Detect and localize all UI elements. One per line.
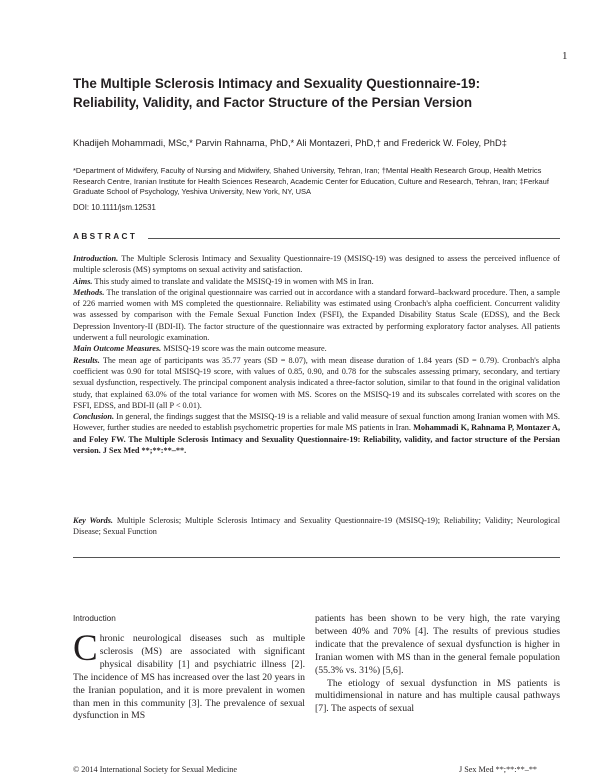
abstract-aims-label: Aims. (73, 276, 93, 286)
affiliations: *Department of Midwifery, Faculty of Nursing and Midwifery, Shahed University, Tehran, Iran; †Mental Health Research Group, Health Metrics Research Centre, Iranian Institute for Health Sciences Research, Academic Center for Education, Culture and Research, Tehran, Iran; ‡Ferkauf Graduate School of Psychology, Yeshiva University, New York, NY, USA (73, 166, 549, 197)
body-left-text: hronic neurological diseases such as multiple sclerosis (MS) are associated with significant physical disability [1] and psychiatric illness [2]. The incidence of MS has increased over the last 20 years in the Iranian population, and it is more prevalent in women than men in this community [3]. The prevalence of sexual dysfunction in MS (73, 633, 305, 722)
keywords (73, 515, 560, 538)
footer-journal: J Sex Med **;**:**–** (459, 765, 538, 774)
abstract-citation: Mohammadi K, Rahnama P, Montazer A, and Foley FW. The Multiple Sclerosis Intimacy and Sexuality Questionnaire-19: Reliability, validity, and factor structure of the Persian version. J Sex Med **;**:**–**. (73, 423, 561, 456)
abstract-methods-text: The translation of the original questionnaire was carried out in accordance with a standard forward–backward procedure. Then, a sample of 226 married women with MS completed the questionnaire. Reliability was estimated using Cronbach's alpha coefficient. Concurrent validity was assessed by comparison with the Female Sexual Function Index (FSFI), the Expanded Disability Status Scale (EDSS), and the Beck Depression Inventory-II (BDI-II). The factor structure of the questionnaire was extracted by performing exploratory factor analyses. All patients underwent a full neurologic examination. (73, 287, 560, 343)
abstract-aims-text: This study aimed to translate and validate the MSISQ-19 in women with MS in Iran. (92, 276, 374, 286)
abstract-methods-label: Methods. (73, 287, 105, 297)
keywords-label: Key Words. (73, 516, 113, 525)
abstract-conclusion (73, 411, 560, 456)
abstract-introduction-text: The Multiple Sclerosis Intimacy and Sexuality Questionnaire-19 (MSISQ-19) was designed to assess the perceived influence of multiple sclerosis (MS) symptoms on sexual activity and satisfaction. (73, 254, 560, 275)
abstract-outcome-text: MSISQ-19 score was the main outcome measure. (161, 344, 327, 354)
author-list: Khadijeh Mohammadi, MSc,* Parvin Rahnama, PhD,* Ali Montazeri, PhD,† and Frederick W. Foley, PhD‡ (73, 138, 507, 148)
abstract-introduction-label: Introduction. (73, 254, 119, 263)
body-column-left (73, 628, 305, 723)
abstract-results-label: Results. (73, 355, 100, 365)
article-title: The Multiple Sclerosis Intimacy and Sexuality Questionnaire-19: Reliability, Validity, and Factor Structure of the Persian Version (73, 76, 481, 110)
abstract-body (73, 253, 560, 456)
abstract-results-text: The mean age of participants was 35.77 years (SD = 8.07), with mean disease duration of 1.84 years (SD = 0.79). Cronbach's alpha coefficient was 0.90 for total MSISQ-19 score, with values of 0.85, 0.90, and 0.78 for the subscales assessing primary, secondary, and tertiary sexual dysfunction, respectively. The principal component analysis indicated a three-factor solution, similar to that found in the original validation study, that explained 63.0% of the total variance for women with MS. Scores on the MSISQ-19 and its subscales correlated with scores on the FSFI, EDSS, and BDI-II (all P < 0.01). (73, 355, 560, 410)
introduction-heading: Introduction (73, 614, 116, 623)
drop-cap: C (73, 628, 98, 669)
footer-copyright: © 2014 International Society for Sexual Medicine (73, 765, 238, 774)
body-right-paragraph-1: patients has been shown to be very high, the rate varying between 40% and 70% [4]. The results of previous studies indicate that the prevalence of sexual dysfunction is higher in Iranian women with MS than in the general female population (55.3% vs. 31%) [5,6]. (315, 613, 560, 676)
abstract-outcome (73, 343, 560, 354)
keywords-text: Multiple Sclerosis; Multiple Sclerosis Intimacy and Sexuality Questionnaire-19 (MSISQ-19); Reliability; Validity; Neurological Disease; Sexual Function (73, 516, 560, 537)
abstract-heading: ABSTRACT (73, 232, 138, 241)
abstract-methods (73, 287, 560, 343)
abstract-results (73, 355, 560, 411)
abstract-introduction (73, 253, 560, 276)
abstract-top-rule (148, 238, 560, 239)
abstract-conclusion-label: Conclusion. (73, 412, 115, 422)
doi[interactable]: DOI: 10.1111/jsm.12531 (73, 203, 156, 212)
body-column-right (315, 613, 560, 716)
page-number: 1 (562, 50, 568, 62)
abstract-conclusion-text: In general, the findings suggest that the MSISQ-19 is a reliable and valid measure of sexual function among Iranian women with MS. However, further studies are needed to establish psychometric properties for male MS patients in Iran. (73, 412, 560, 433)
abstract-outcome-label: Main Outcome Measures. (73, 344, 162, 354)
body-right-paragraph-2: The etiology of sexual dysfunction in MS patients is multidimensional in nature and has multiple causal pathways [7]. The aspects of sexual (315, 677, 560, 715)
abstract-bottom-rule (73, 557, 560, 558)
abstract-aims (73, 276, 560, 287)
